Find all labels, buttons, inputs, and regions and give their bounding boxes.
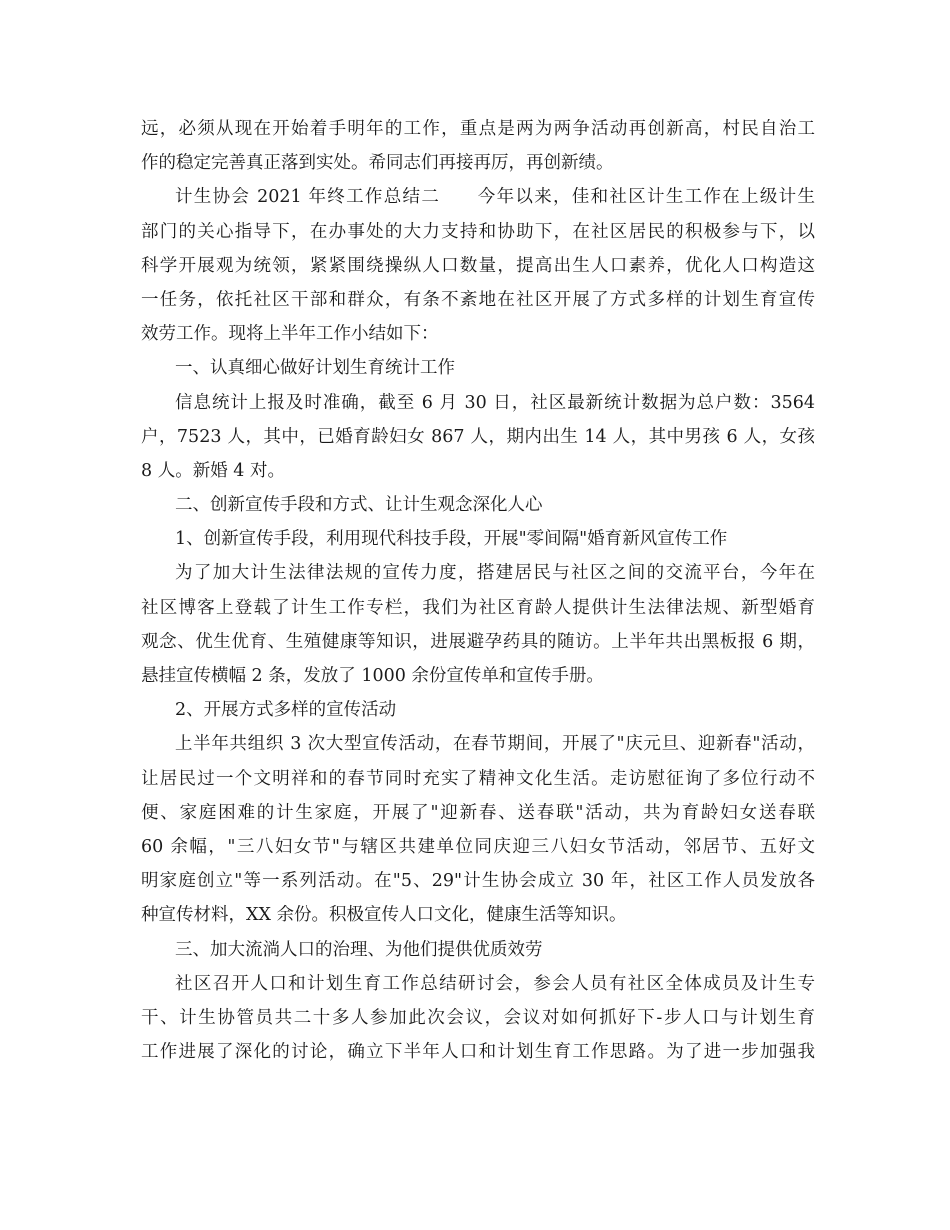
text-line: 效劳工作。现将上半年工作小结如下： xyxy=(141,324,439,345)
section-heading-line: 计生协会 2021 年终工作总结二 今年以来，佳和社区计生工作在上级计生 xyxy=(175,187,815,208)
text-line: 悬挂宣传横幅 2 条，发放了 1000 余份宣传单和宣传手册。 xyxy=(141,666,604,686)
text-line: 部门的关心指导下，在办事处的大力支持和协助下，在社区居民的积极参与下，以 xyxy=(141,221,815,242)
text-line: 干、计生协管员共二十多人参加此次会议，会议对如何抓好下-步人口与计划生育 xyxy=(141,1007,815,1028)
text-line: 明家庭创立"等一系列活动。在"5、29"计生协会成立 30 年，社区工作人员发放各 xyxy=(141,871,815,892)
text-line: 科学开展观为统领，紧紧围绕操纵人口数量，提高出生人口素养，优化人口构造这 xyxy=(141,255,815,276)
text-line: 作的稳定完善真正落到实处。希同志们再接再厉，再创新绩。 xyxy=(141,153,614,174)
section-heading: 一、认真细心做好计划生育统计工作 xyxy=(175,358,455,379)
subsection-heading: 1、创新宣传手段，利用现代科技手段，开展"零间隔"婚育新风宣传工作 xyxy=(175,529,728,550)
text-line: 户，7523 人，其中，已婚育龄妇女 867 人，期内出生 14 人，其中男孩 6 人，女孩 xyxy=(141,426,815,447)
text-line: 上半年共组织 3 次大型宣传活动，在春节期间，开展了"庆元旦、迎新春"活动， xyxy=(175,734,815,755)
subsection-heading: 2、开展方式多样的宣传活动 xyxy=(175,700,397,721)
document-body xyxy=(141,112,815,1069)
text-line: 60 余幅，"三八妇女节"与辖区共建单位同庆迎三八妇女节活动，邻居节、五好文 xyxy=(141,836,815,857)
text-line: 一任务，依托社区干部和群众，有条不紊地在社区开展了方式多样的计划生育宣传 xyxy=(141,289,815,310)
text-line: 种宣传材料，XX 余份。积极宣传人口文化，健康生活等知识。 xyxy=(141,905,627,926)
text-line: 信息统计上报及时准确，截至 6 月 30 日，社区最新统计数据为总户数：3564 xyxy=(175,392,815,413)
text-line: 远，必须从现在开始着手明年的工作，重点是两为两争活动再创新高，村民自治工 xyxy=(141,119,815,139)
text-line: 为了加大计生法律法规的宣传力度，搭建居民与社区之间的交流平台，今年在 xyxy=(175,563,815,584)
section-heading: 二、创新宣传手段和方式、让计生观念深化人心 xyxy=(175,495,543,516)
section-heading: 三、加大流淌人口的治理、为他们提供优质效劳 xyxy=(175,939,543,960)
text-line: 便、家庭困难的计生家庭，开展了"迎新春、送春联"活动，共为育龄妇女送春联 xyxy=(141,802,815,823)
text-line: 让居民过一个文明祥和的春节同时充实了精神文化生活。走访慰征询了多位行动不 xyxy=(141,768,815,789)
text-line: 工作进展了深化的讨论，确立下半年人口和计划生育工作思路。为了进一步加强我 xyxy=(141,1042,815,1063)
text-line: 8 人。新婚 4 对。 xyxy=(141,460,285,481)
text-line: 社区博客上登载了计生工作专栏，我们为社区育龄人提供计生法律法规、新型婚育 xyxy=(141,597,815,618)
text-line: 社区召开人口和计划生育工作总结研讨会，参会人员有社区全体成员及计生专 xyxy=(175,973,815,994)
text-line: 观念、优生优育、生殖健康等知识，进展避孕药具的随访。上半年共出黑板报 6 期， xyxy=(141,631,815,652)
